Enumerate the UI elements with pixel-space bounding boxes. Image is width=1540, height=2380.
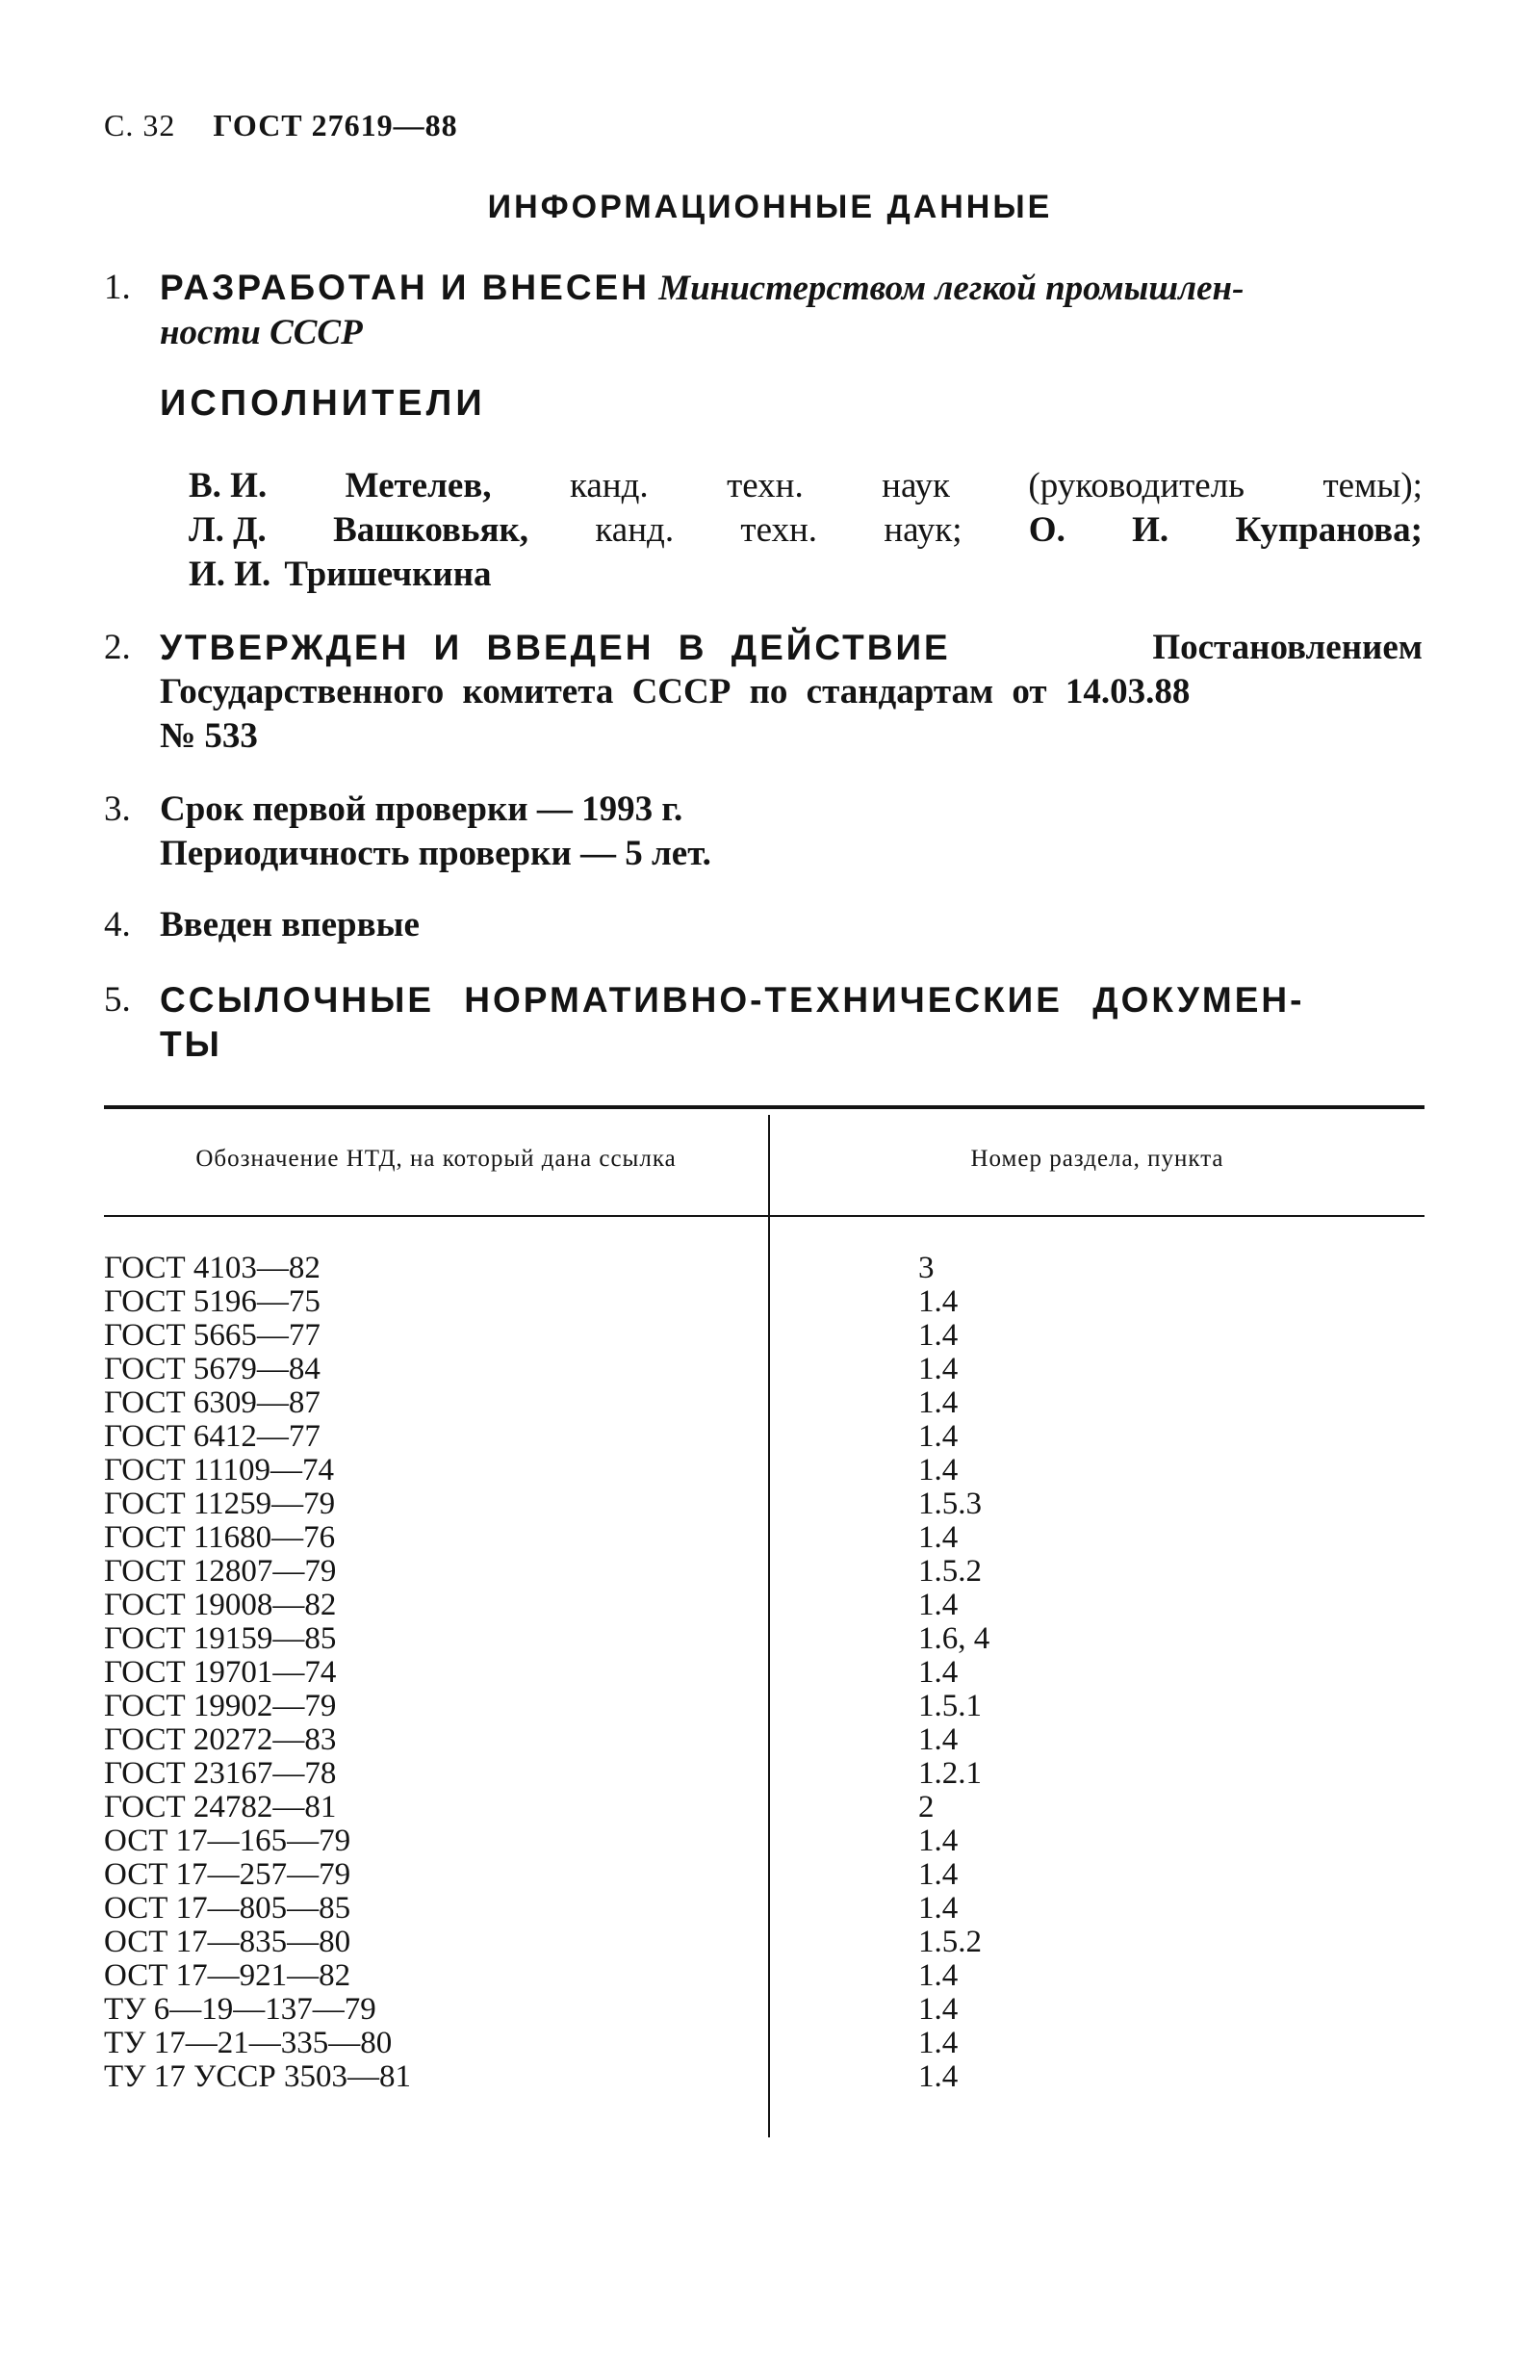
table-cell-designation: ТУ 17 УССР 3503—81 <box>104 2059 412 2094</box>
standard-designation: ГОСТ 27619—88 <box>213 108 458 142</box>
table-cell-section: 1.4 <box>918 1385 959 1420</box>
table-header-rule <box>104 1215 1424 1217</box>
table-cell-designation: ОСТ 17—921—82 <box>104 1958 351 1993</box>
executors-list <box>189 464 1423 597</box>
section-1-line-1 <box>160 266 1423 311</box>
table-cell-designation: ГОСТ 4103—82 <box>104 1251 321 1285</box>
table-body <box>104 1252 1424 2094</box>
table-cell-section: 1.4 <box>918 1891 959 1926</box>
table-row <box>104 1589 1424 1622</box>
executors-line-3 <box>189 553 1423 597</box>
page-title: ИНФОРМАЦИОННЫЕ ДАННЫЕ <box>487 189 1053 225</box>
table-cell-designation: ОСТ 17—257—79 <box>104 1857 351 1892</box>
table-row <box>104 2027 1424 2060</box>
section-5 <box>104 978 1423 1067</box>
table-cell-designation: ГОСТ 5679—84 <box>104 1352 321 1386</box>
section-2-text-tail: Постановлением <box>1152 628 1423 667</box>
section-4-line-1: Введен впервые <box>160 905 420 944</box>
table-cell-designation: ГОСТ 12807—79 <box>104 1554 337 1589</box>
table-cell-designation: ГОСТ 11680—76 <box>104 1520 336 1555</box>
table-row <box>104 1622 1424 1656</box>
degree-word: канд. <box>595 510 675 550</box>
section-2 <box>104 626 1423 759</box>
table-cell-designation: ОСТ 17—165—79 <box>104 1824 351 1858</box>
initials: О. <box>1028 510 1065 550</box>
table-cell-section: 1.4 <box>918 1655 959 1690</box>
table-cell-designation: ГОСТ 19902—79 <box>104 1689 337 1723</box>
executors-line-2 <box>189 508 1423 553</box>
table-cell-section: 1.4 <box>918 1520 959 1555</box>
section-2-line-1 <box>160 626 1423 670</box>
table-row <box>104 1690 1424 1723</box>
table-cell-designation: ГОСТ 19701—74 <box>104 1655 337 1690</box>
table-row <box>104 1386 1424 1420</box>
section-number: 2. <box>104 628 131 667</box>
table-cell-designation: ГОСТ 24782—81 <box>104 1790 337 1824</box>
initials: И. И. <box>189 555 271 594</box>
table-row <box>104 1488 1424 1521</box>
table-row <box>104 1420 1424 1454</box>
table-cell-section: 1.4 <box>918 1722 959 1757</box>
table-cell-section: 3 <box>918 1251 935 1285</box>
table-cell-section: 1.4 <box>918 1992 959 2027</box>
table-cell-section: 1.4 <box>918 1857 959 1892</box>
section-3 <box>104 788 1423 876</box>
degree-word: техн. <box>740 510 818 550</box>
table-cell-designation: ОСТ 17—805—85 <box>104 1891 351 1926</box>
section-2-line-2: Государственного комитета СССР по стандартам от 14.03.88 <box>160 672 1191 711</box>
table-cell-section: 1.4 <box>918 2059 959 2094</box>
table-cell-section: 1.4 <box>918 1284 959 1319</box>
table-cell-designation: ГОСТ 11259—79 <box>104 1487 336 1521</box>
section-1-line-2: ности СССР <box>160 313 363 352</box>
table-row <box>104 1926 1424 1959</box>
section-number: 1. <box>104 268 131 307</box>
degree-word: наук; <box>884 510 962 550</box>
table-row <box>104 1555 1424 1589</box>
table-cell-section: 1.4 <box>918 1588 959 1622</box>
table-cell-designation: ГОСТ 6309—87 <box>104 1385 321 1420</box>
table-top-rule <box>104 1105 1424 1109</box>
section-3-line-2: Периодичность проверки — 5 лет. <box>160 834 711 873</box>
section-2-line-3: № 533 <box>160 716 258 756</box>
table-cell-designation: ГОСТ 5196—75 <box>104 1284 321 1319</box>
table-cell-designation: ГОСТ 6412—77 <box>104 1419 321 1454</box>
table-cell-section: 1.5.1 <box>918 1689 982 1723</box>
table-row <box>104 1285 1424 1319</box>
table-cell-designation: ГОСТ 20272—83 <box>104 1722 337 1757</box>
degree-word: техн. <box>727 466 804 505</box>
section-1 <box>104 266 1423 355</box>
section-number: 4. <box>104 905 131 944</box>
section-2-caps: УТВЕРЖДЕН И ВВЕДЕН В ДЕЙСТВИЕ <box>160 628 951 667</box>
table-cell-section: 1.4 <box>918 2026 959 2060</box>
surname: Тришечкина <box>284 555 492 594</box>
table-row <box>104 1454 1424 1488</box>
section-1-text: Министерством легкой промышлен- <box>658 269 1245 308</box>
table-cell-designation: ТУ 6—19—137—79 <box>104 1992 376 2027</box>
table-cell-section: 1.4 <box>918 1453 959 1488</box>
table-row <box>104 1791 1424 1824</box>
table-cell-designation: ГОСТ 5665—77 <box>104 1318 321 1353</box>
role-word: темы); <box>1322 466 1423 505</box>
table-cell-section: 1.5.2 <box>918 1554 982 1589</box>
table-row <box>104 1757 1424 1791</box>
table-cell-designation: ГОСТ 19008—82 <box>104 1588 337 1622</box>
page-header <box>104 108 458 143</box>
surname: Купранова; <box>1235 510 1423 550</box>
table-row <box>104 1252 1424 1285</box>
table-row <box>104 1993 1424 2027</box>
degree-word: канд. <box>569 466 649 505</box>
surname: Вашковьяк, <box>333 510 529 550</box>
section-5-line-2: ТЫ <box>160 1024 222 1064</box>
table-row <box>104 1656 1424 1690</box>
section-3-line-1: Срок первой проверки — 1993 г. <box>160 789 683 829</box>
section-4 <box>104 903 1423 947</box>
table-cell-section: 1.5.3 <box>918 1487 982 1521</box>
table-cell-designation: ГОСТ 19159—85 <box>104 1621 337 1656</box>
section-5-line-1: ССЫЛОЧНЫЕ НОРМАТИВНО-ТЕХНИЧЕСКИЕ ДОКУМЕН- <box>160 980 1305 1020</box>
executors-line-1 <box>189 464 1423 508</box>
page-number: С. 32 <box>104 108 176 142</box>
table-cell-designation: ГОСТ 11109—74 <box>104 1453 334 1488</box>
table-cell-section: 1.4 <box>918 1958 959 1993</box>
table-cell-designation: ГОСТ 23167—78 <box>104 1756 337 1791</box>
table-cell-section: 1.2.1 <box>918 1756 982 1791</box>
table-cell-section: 1.4 <box>918 1352 959 1386</box>
table-cell-section: 2 <box>918 1790 935 1824</box>
table-row <box>104 1858 1424 1892</box>
table-row <box>104 1521 1424 1555</box>
table-cell-section: 1.4 <box>918 1824 959 1858</box>
table-cell-section: 1.5.2 <box>918 1925 982 1959</box>
table-row <box>104 1723 1424 1757</box>
table-row <box>104 1319 1424 1353</box>
table-row <box>104 1353 1424 1386</box>
table-header-designation: Обозначение НТД, на который дана ссылка <box>195 1146 677 1172</box>
table-header-section: Номер раздела, пункта <box>970 1146 1224 1172</box>
initials: Л. Д. <box>189 510 267 550</box>
section-number: 3. <box>104 789 131 829</box>
table-row <box>104 2060 1424 2094</box>
executors-heading: ИСПОЛНИТЕЛИ <box>160 383 486 424</box>
degree-word: наук <box>882 466 950 505</box>
table-cell-designation: ТУ 17—21—335—80 <box>104 2026 393 2060</box>
initials: В. И. <box>189 466 268 505</box>
table-cell-section: 1.6, 4 <box>918 1621 990 1656</box>
section-1-caps: РАЗРАБОТАН И ВНЕСЕН <box>160 268 650 307</box>
table-cell-designation: ОСТ 17—835—80 <box>104 1925 351 1959</box>
table-row <box>104 1892 1424 1926</box>
table-cell-section: 1.4 <box>918 1419 959 1454</box>
table-cell-section: 1.4 <box>918 1318 959 1353</box>
surname: Метелев, <box>345 466 492 505</box>
section-number: 5. <box>104 980 131 1020</box>
role-word: (руководитель <box>1028 466 1245 505</box>
table-row <box>104 1824 1424 1858</box>
initials: И. <box>1132 510 1169 550</box>
table-row <box>104 1959 1424 1993</box>
